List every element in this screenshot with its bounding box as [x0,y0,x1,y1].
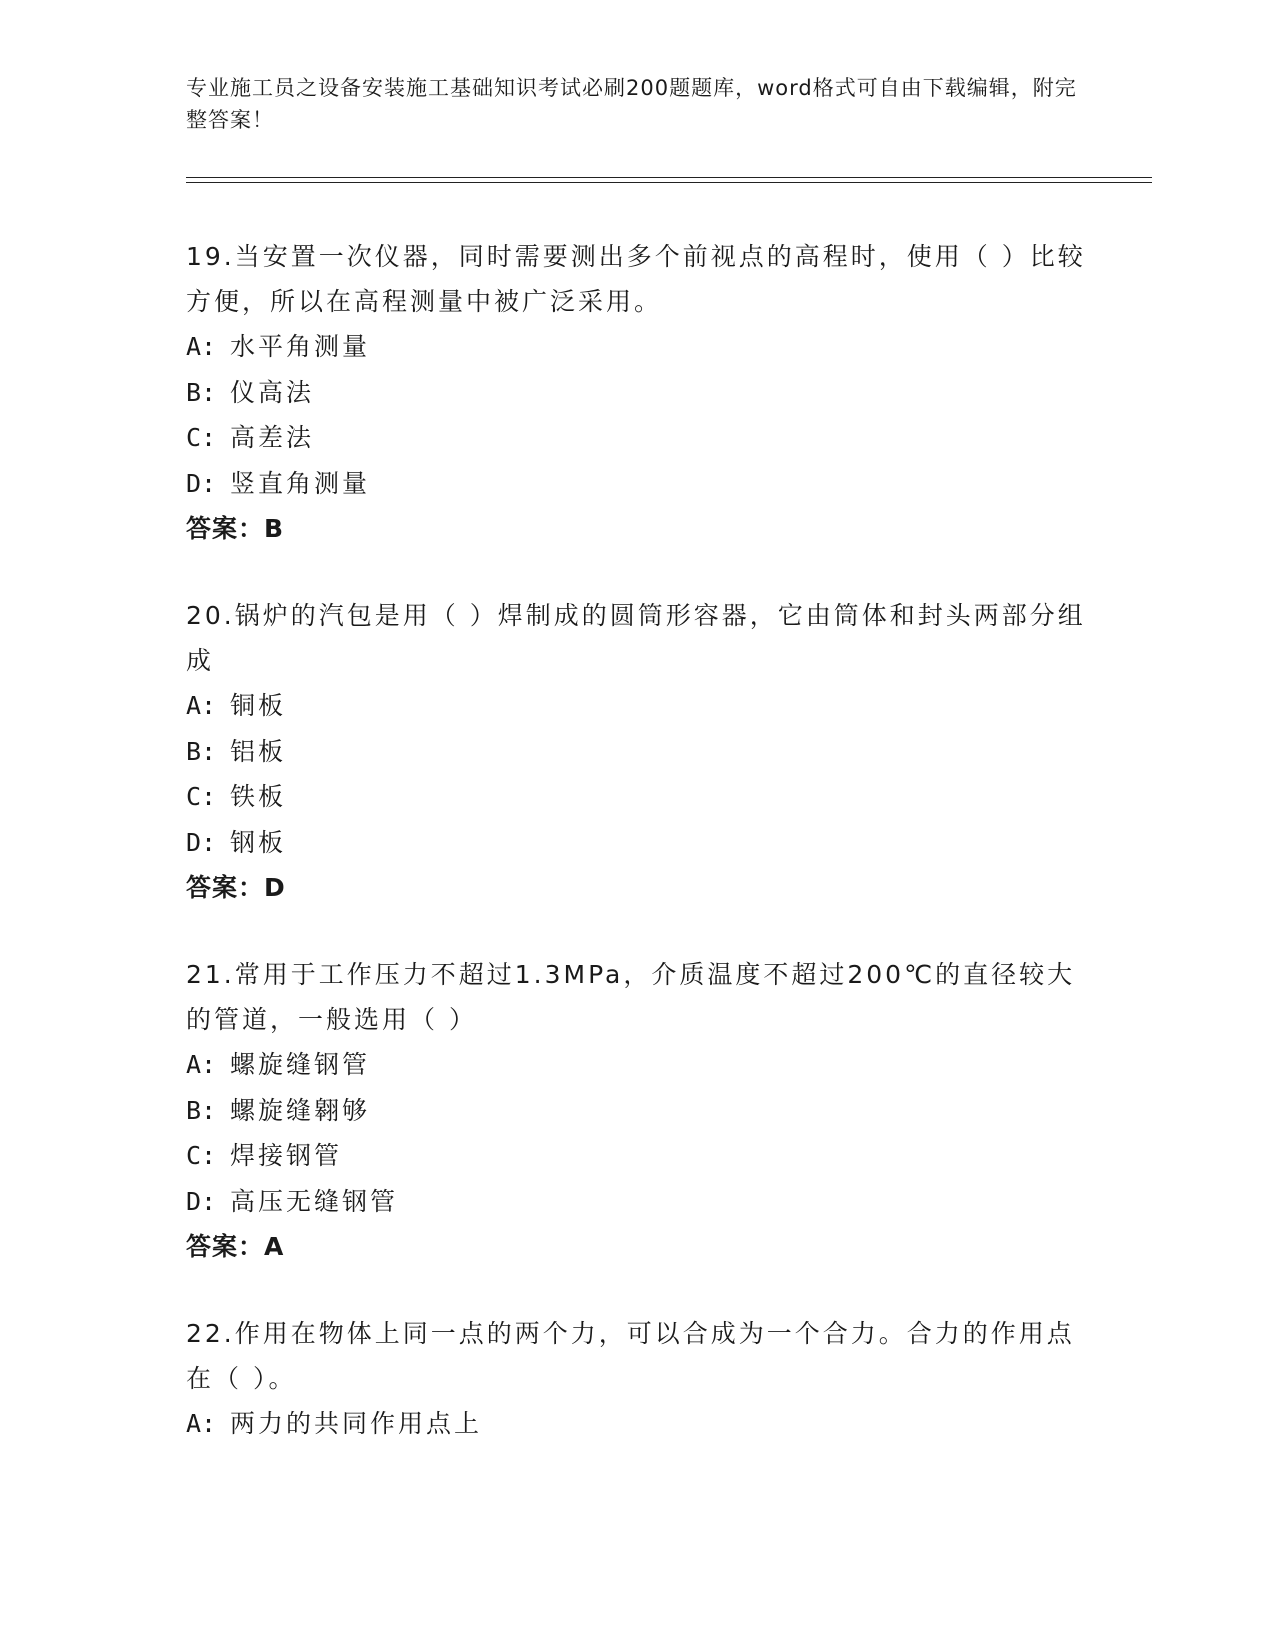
option-a [186,1401,1086,1447]
option-a [186,1042,1086,1088]
header-rule-top [186,177,1152,178]
option-letter: C: [186,1141,217,1170]
header-rule-bottom [186,182,1152,183]
option-text: 高差法 [230,423,315,452]
option-letter: B: [186,1095,217,1125]
option-letter: D: [186,1186,217,1216]
answer-line: 答案：A [186,1232,285,1261]
option-text: 铁板 [230,782,287,811]
question-stem: 20.锅炉的汽包是用（ ）焊制成的圆筒形容器，它由筒体和封头两部分组成 [186,601,1086,675]
question-list [186,234,1086,1488]
option-text: 水平角测量 [230,332,371,361]
option-text: 两力的共同作用点上 [230,1409,483,1438]
option-letter: A: [186,691,217,720]
option-letter: B: [186,736,217,766]
option-a [186,683,1086,729]
option-d [186,1179,1086,1225]
option-text: 高压无缝钢管 [230,1186,399,1216]
option-letter: B: [186,377,217,407]
option-d [186,820,1086,866]
option-c [186,415,1086,461]
option-letter: C: [186,782,217,811]
answer-line: 答案：D [186,873,286,902]
option-letter: C: [186,423,217,452]
option-letter: D: [186,468,217,498]
option-text: 螺旋缝钢管 [230,1050,371,1079]
option-letter: D: [186,827,217,857]
option-text: 钢板 [230,827,287,857]
option-letter: A: [186,1409,217,1438]
question-22 [186,1311,1086,1447]
question-19 [186,234,1086,552]
question-stem: 21.常用于工作压力不超过1.3MPa，介质温度不超过200℃的直径较大的管道，一般选用（ ） [186,960,1076,1034]
option-text: 铝板 [230,736,287,766]
option-c [186,774,1086,820]
option-text: 焊接钢管 [230,1141,343,1170]
question-20 [186,593,1086,911]
option-c [186,1133,1086,1179]
answer-line: 答案：B [186,514,285,543]
document-header: 专业施工员之设备安装施工基础知识考试必刷200题题库，word格式可自由下载编辑，附完整答案！ [186,76,1077,132]
question-21 [186,952,1086,1270]
question-stem: 22.作用在物体上同一点的两个力，可以合成为一个合力。合力的作用点在（ ）。 [186,1319,1075,1393]
option-text: 螺旋缝翱够 [230,1095,371,1125]
option-b [186,1088,1086,1134]
option-b [186,729,1086,775]
option-d [186,461,1086,507]
option-text: 仪高法 [230,377,315,407]
option-a [186,324,1086,370]
option-text: 铜板 [230,691,287,720]
option-b [186,370,1086,416]
question-stem: 19.当安置一次仪器，同时需要测出多个前视点的高程时，使用（ ）比较方便，所以在高程测量中被广泛采用。 [186,242,1086,316]
option-text: 竖直角测量 [230,468,371,498]
option-letter: A: [186,332,217,361]
option-letter: A: [186,1050,217,1079]
